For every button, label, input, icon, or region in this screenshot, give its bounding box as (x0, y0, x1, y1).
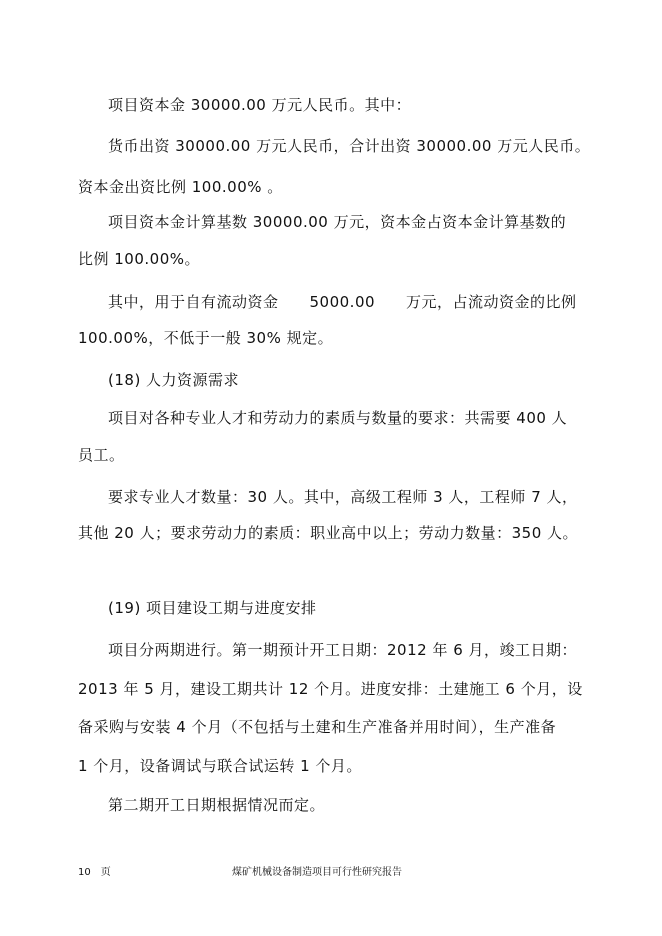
section-heading: (19) 项目建设工期与进度安排 (108, 599, 317, 617)
section-heading: (18) 人力资源需求 (108, 371, 240, 389)
text-line: 备采购与安装 4 个月（不包括与土建和生产准备并用时间），生产准备 (78, 718, 557, 736)
text-line: 其中，用于自有流动资金 5000.00 万元，占流动资金的比例 (108, 293, 577, 311)
text-line: 项目资本金 30000.00 万元人民币。其中： (108, 96, 412, 114)
text-line: 要求专业人才数量：30 人。其中，高级工程师 3 人，工程师 7 人， (108, 488, 578, 506)
text-line: 项目资本金计算基数 30000.00 万元，资本金占资本金计算基数的 (108, 213, 567, 231)
footer-title: 煤矿机械设备制造项目可行性研究报告 (232, 867, 402, 878)
text-line: 100.00%，不低于一般 30% 规定。 (78, 329, 334, 347)
text-line: 货币出资 30000.00 万元人民币，合计出资 30000.00 万元人民币。 (108, 137, 591, 155)
text-line: 员工。 (78, 446, 125, 464)
text-line: 比例 100.00%。 (78, 250, 201, 268)
text-line: 1 个月，设备调试与联合试运转 1 个月。 (78, 757, 362, 775)
text-line: 项目分两期进行。第一期预计开工日期：2012 年 6 月，竣工日期： (108, 641, 578, 659)
text-line: 第二期开工日期根据情况而定。 (108, 796, 326, 814)
text-line: 项目对各种专业人才和劳动力的素质与数量的要求：共需要 400 人 (108, 409, 568, 427)
text-line: 其他 20 人；要求劳动力的素质：职业高中以上；劳动力数量：350 人。 (78, 524, 579, 542)
text-line: 2013 年 5 月，建设工期共计 12 个月。进度安排：土建施工 6 个月，设 (78, 680, 583, 698)
page-number: 10 页 (78, 867, 111, 878)
text-line: 资本金出资比例 100.00% 。 (78, 178, 283, 196)
